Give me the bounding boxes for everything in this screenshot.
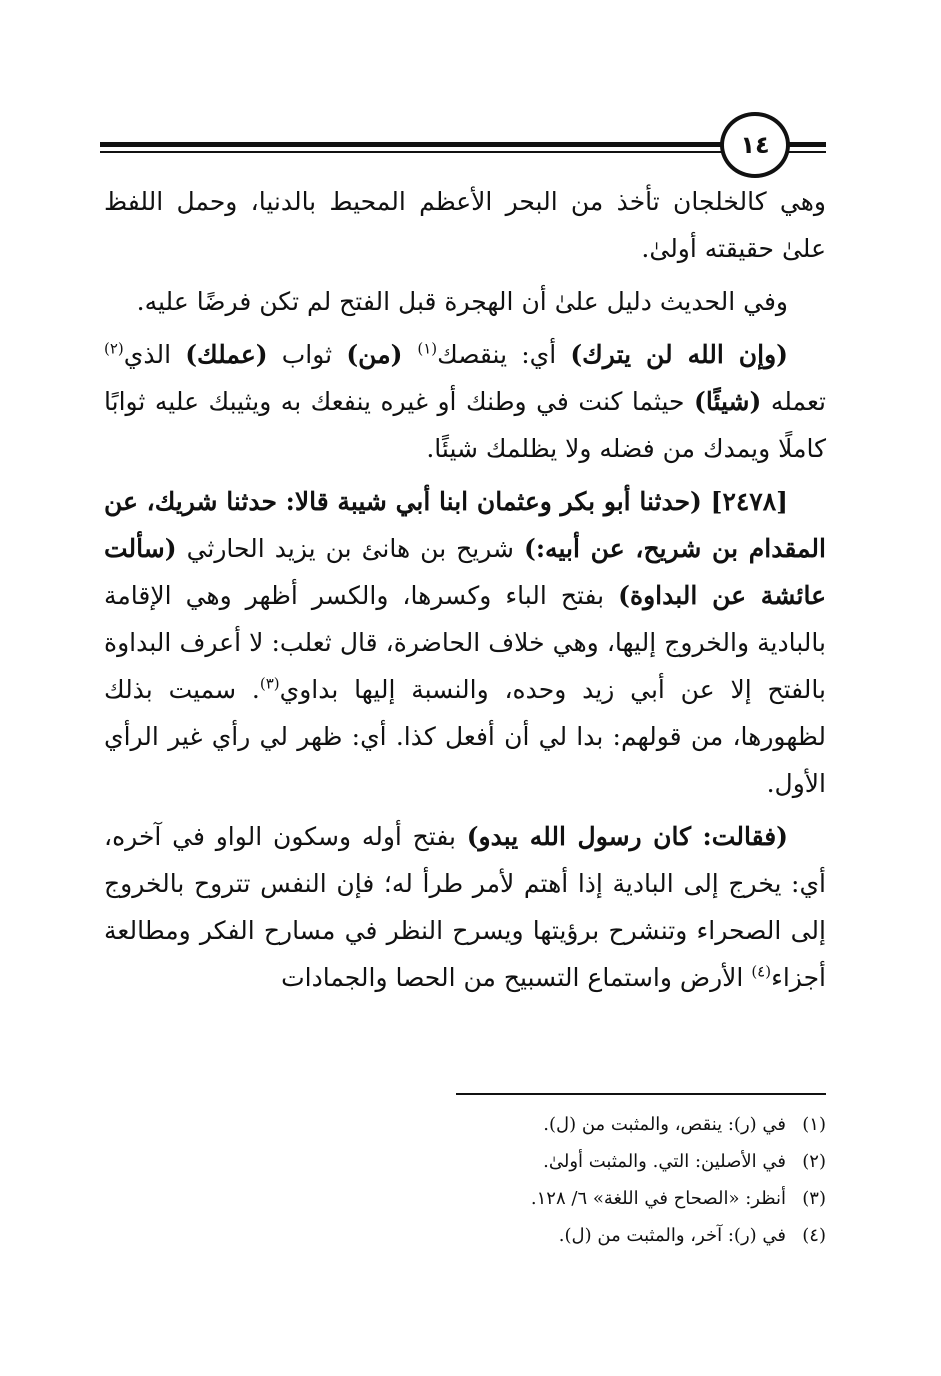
text-segment: أي: ينقصك bbox=[437, 340, 571, 369]
footnote-separator bbox=[456, 1093, 826, 1095]
paragraph-p1 bbox=[104, 178, 826, 272]
footnote-text: في (ر): ينقص، والمثبت من (ل). bbox=[543, 1114, 786, 1135]
footnote-marker: (٤) bbox=[751, 962, 772, 981]
bold-text-segment: (وإن الله لن يترك) bbox=[570, 340, 788, 369]
footnote-number: (١) bbox=[802, 1114, 826, 1135]
text-segment: حيثما كنت في وطنك أو غيره ينفعك به ويثيبك عليه ثوابًا كاملًا ويمدك من فضله ولا يظلمك شيئًا. bbox=[104, 387, 826, 463]
text-segment: . سميت بذلك لظهورها، من قولهم: بدا لي أن أفعل كذا. أي: ظهر لي رأي غير الرأي الأول. bbox=[104, 675, 826, 798]
text-segment: شريح بن هانئ بن يزيد الحارثي bbox=[176, 534, 524, 563]
text-segment: تعمله bbox=[761, 387, 826, 416]
footnote-number: (٣) bbox=[802, 1188, 826, 1209]
page-number-badge bbox=[720, 112, 790, 178]
footnote-number: (٤) bbox=[802, 1225, 826, 1246]
text-segment: ثواب bbox=[267, 340, 347, 369]
page-number: ١٤ bbox=[740, 131, 770, 159]
paragraph-p4 bbox=[104, 478, 826, 807]
footnote-text: في (ر): آخر، والمثبت من (ل). bbox=[558, 1225, 786, 1246]
bold-text-segment: (من) bbox=[346, 340, 418, 369]
page-header bbox=[100, 112, 826, 182]
bold-text-segment: (شيئًا) bbox=[694, 387, 762, 416]
text-segment: الذي bbox=[123, 340, 186, 369]
footnote-number: (٢) bbox=[802, 1151, 826, 1172]
bold-text-segment: (فقالت: كان رسول الله يبدو) bbox=[466, 822, 788, 851]
footnote-marker: (٢) bbox=[104, 339, 124, 358]
footnote-item bbox=[300, 1180, 826, 1217]
bold-text-segment: (سألت عائشة عن البداوة) bbox=[104, 534, 826, 610]
text-segment: بفتح أوله وسكون الواو في آخره، أي: يخرج إلى البادية إذا أهتم لأمر طرأ له؛ فإن النفس تتروح بالخروج إلى الصحراء وتنشرح برؤيتها ويسرح النظر في مسارح الفكر ومطالعة أجزاء bbox=[104, 822, 826, 992]
footnote-item bbox=[300, 1143, 826, 1180]
header-rule-thick bbox=[100, 142, 826, 147]
text-segment: بفتح الباء وكسرها، والكسر أظهر وهي الإقامة بالبادية والخروج إليها، وهي خلاف الحاضرة، قال ثعلب: لا أعرف البداوة بالفتح إلا عن أبي زيد وحده، والنسبة إليها بداوي bbox=[104, 581, 826, 704]
footnotes bbox=[300, 1106, 826, 1254]
footnote-marker: (١) bbox=[417, 339, 438, 358]
bold-text-segment: (عملك) bbox=[185, 340, 268, 369]
footnote-text: أنظر: «الصحاح في اللغة» ٦/ ١٢٨. bbox=[530, 1188, 786, 1209]
text-segment: وهي كالخلجان تأخذ من البحر الأعظم المحيط بالدنيا، وحمل اللفظ علىٰ حقيقته أولىٰ. bbox=[104, 187, 826, 263]
text-segment: وفي الحديث دليل علىٰ أن الهجرة قبل الفتح لم تكن فرضًا عليه. bbox=[136, 287, 788, 316]
paragraph-p3 bbox=[104, 331, 826, 472]
paragraph-p5 bbox=[104, 813, 826, 1001]
footnote-text: في الأصلين: التي. والمثبت أولىٰ. bbox=[543, 1151, 786, 1172]
footnote-item bbox=[300, 1217, 826, 1254]
footnote-item bbox=[300, 1106, 826, 1143]
bold-text-segment: [٢٤٧٨] (حدثنا أبو بكر وعثمان ابنا أبي شيبة قالا: حدثنا شريك، عن المقدام بن شريح، عن أبيه:) bbox=[104, 487, 826, 563]
footnote-marker: (٣) bbox=[259, 674, 280, 693]
text-segment: الأرض واستماع التسبيح من الحصا والجمادات bbox=[281, 963, 752, 992]
paragraph-p2 bbox=[104, 278, 826, 325]
header-rule-thin bbox=[100, 151, 826, 153]
main-text bbox=[104, 178, 826, 1001]
